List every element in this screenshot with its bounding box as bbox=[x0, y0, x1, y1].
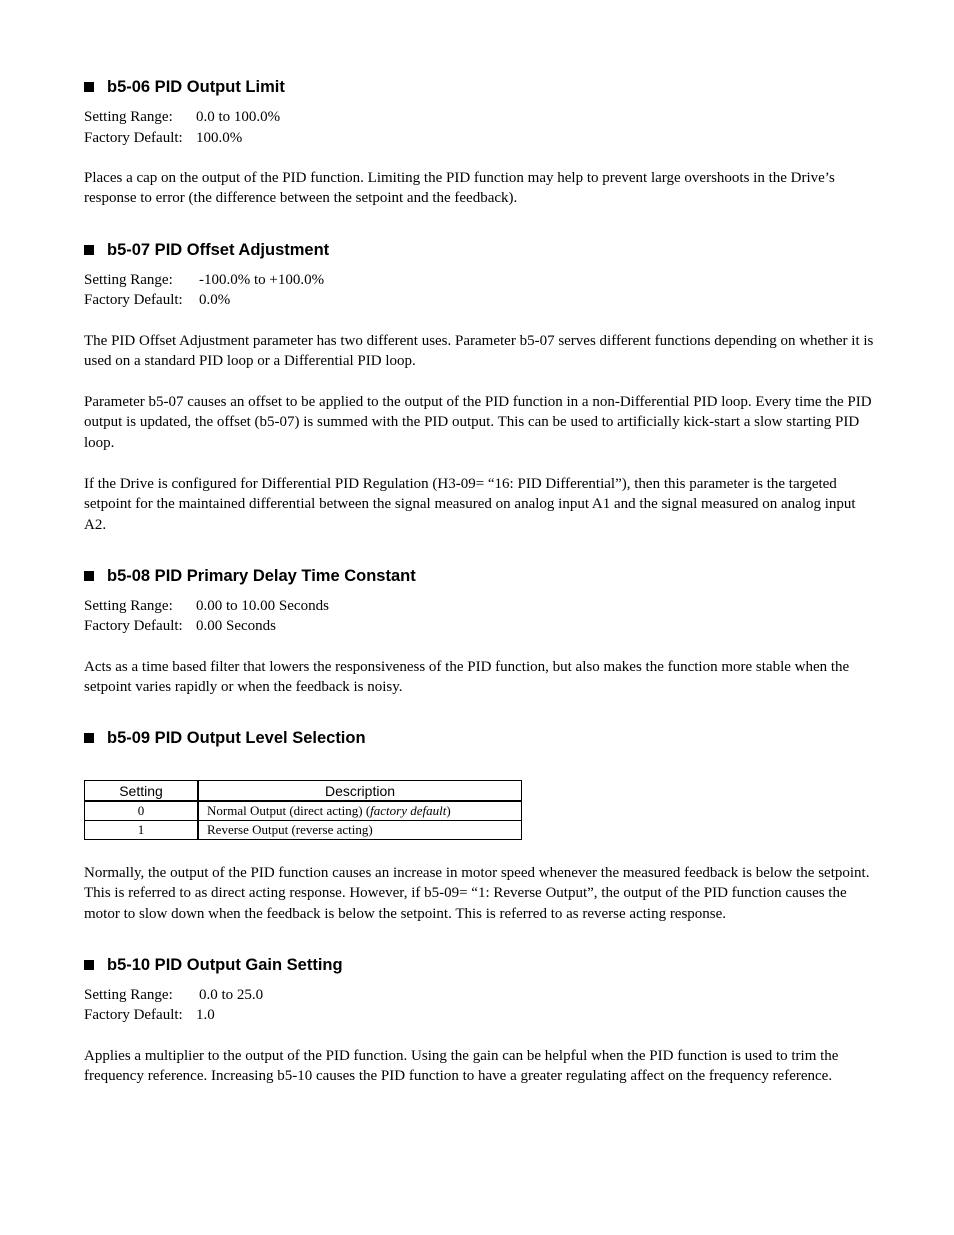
section-heading-b5-07: b5-07 PID Offset Adjustment bbox=[84, 240, 329, 260]
setting-range-b5-10: Setting Range: 0.0 to 25.0 bbox=[84, 987, 264, 1003]
table-header-description: Description bbox=[198, 781, 522, 802]
table-cell-description: Normal Output (direct acting) (factory default) bbox=[198, 801, 522, 821]
paragraph-b5-09: Normally, the output of the PID function causes an increase in motor speed whenever the measured feedback is below the setpoint. This is referred to as direct acting response. However, if b5-09= “1: Reverse Output”, the output of the PID function causes the motor to slow down when the feedback is below the setpoint. This is referred to as reverse acting response. bbox=[84, 865, 870, 922]
paragraph-b5-07-2: Parameter b5-07 causes an offset to be applied to the output of the PID function in a non-Differential PID loop. Every time the PID output is updated, the offset (b5-07) is summed with the PID output. This can be used to artificially kick-start a slow starting PID loop. bbox=[84, 394, 872, 451]
table-cell-setting: 0 bbox=[85, 801, 199, 821]
section-heading-b5-06: b5-06 PID Output Limit bbox=[84, 77, 285, 97]
setting-range-b5-07: Setting Range: -100.0% to +100.0% bbox=[84, 272, 325, 288]
factory-default-b5-07: Factory Default: 0.0% bbox=[84, 292, 231, 308]
paragraph-b5-06: Places a cap on the output of the PID function. Limiting the PID function may help to prevent large overshoots in the Drive’s response to error (the difference between the setpoint and the feedback). bbox=[84, 170, 835, 207]
table-header-setting: Setting bbox=[85, 781, 199, 802]
table-header-row bbox=[85, 781, 522, 802]
bullet-square-icon bbox=[84, 571, 94, 581]
table-row bbox=[85, 821, 522, 840]
bullet-square-icon bbox=[84, 960, 94, 970]
bullet-square-icon bbox=[84, 245, 94, 255]
factory-default-b5-10: Factory Default: 1.0 bbox=[84, 1007, 215, 1023]
setting-range-b5-08: Setting Range: 0.00 to 10.00 Seconds bbox=[84, 598, 329, 614]
section-heading-b5-08: b5-08 PID Primary Delay Time Constant bbox=[84, 566, 416, 586]
paragraph-b5-07-3: If the Drive is configured for Differential PID Regulation (H3-09= “16: PID Differential”), then this parameter is the targeted setpoint for the maintained differential between the signal measured on analog input A1 and the signal measured on analog input A2. bbox=[84, 476, 856, 533]
table-row bbox=[85, 801, 522, 821]
bullet-square-icon bbox=[84, 82, 94, 92]
paragraph-b5-08: Acts as a time based filter that lowers the responsiveness of the PID function, but also makes the function more stable when the setpoint varies rapidly or when the feedback is noisy. bbox=[84, 659, 850, 696]
factory-default-b5-06: Factory Default: 100.0% bbox=[84, 130, 243, 146]
output-level-table bbox=[84, 780, 522, 840]
section-heading-b5-09: b5-09 PID Output Level Selection bbox=[84, 728, 366, 748]
paragraph-b5-07-1: The PID Offset Adjustment parameter has two different uses. Parameter b5-07 serves different functions depending on whether it is used on a standard PID loop or a Differential PID loop. bbox=[84, 333, 874, 370]
table-cell-description: Reverse Output (reverse acting) bbox=[198, 821, 522, 840]
paragraph-b5-10: Applies a multiplier to the output of the PID function. Using the gain can be helpful when the PID function is used to trim the frequency reference. Increasing b5-10 causes the PID function to have a greater regulating affect on the frequency reference. bbox=[84, 1048, 839, 1085]
bullet-square-icon bbox=[84, 733, 94, 743]
factory-default-b5-08: Factory Default: 0.00 Seconds bbox=[84, 618, 276, 634]
table-cell-setting: 1 bbox=[85, 821, 199, 840]
section-heading-b5-10: b5-10 PID Output Gain Setting bbox=[84, 955, 343, 975]
setting-range-b5-06: Setting Range: 0.0 to 100.0% bbox=[84, 109, 281, 125]
